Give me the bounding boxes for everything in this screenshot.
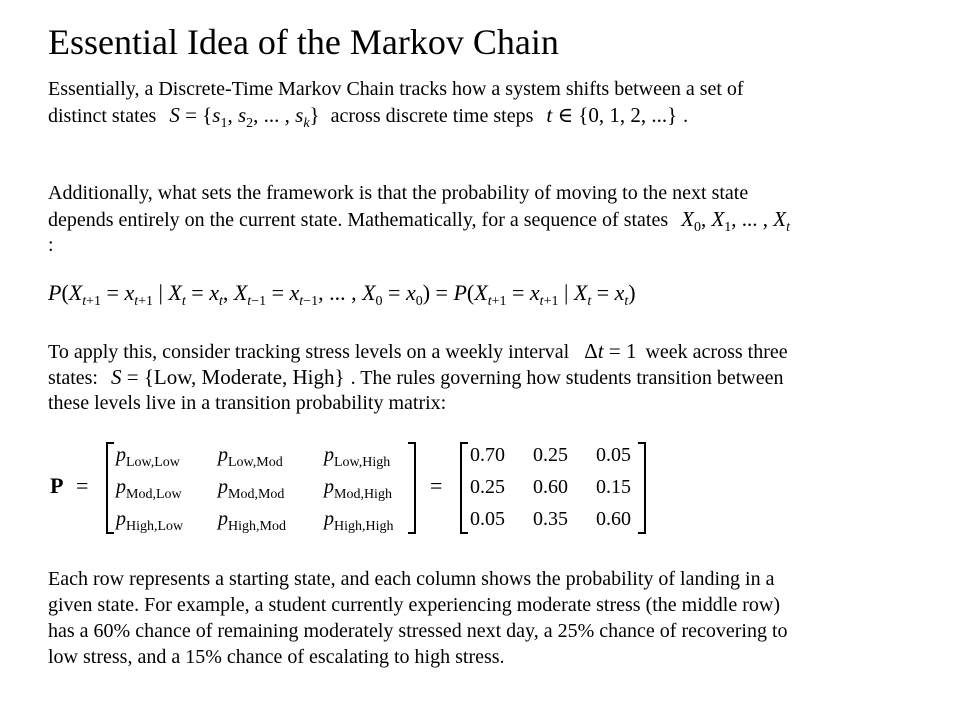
paragraph-line: : xyxy=(48,234,54,256)
text-span: week across three xyxy=(645,341,788,363)
paragraph-line: Each row represents a starting state, and each column shows the probability of landing in a xyxy=(48,568,775,590)
matrix-value-cell: 0.25 xyxy=(470,476,505,498)
text-span: To apply this, consider tracking stress levels on a weekly interval xyxy=(48,341,570,363)
matrix-value-cell: 0.25 xyxy=(533,444,568,466)
matrix-symbol-cell: $p_{Low,Low}$ xyxy=(116,444,180,470)
matrix-symbol-cell: $p_{Mod,Low}$ xyxy=(116,476,182,502)
matrix-value-cell: 0.70 xyxy=(470,444,505,466)
right-bracket xyxy=(638,442,646,534)
matrix-value-cell: 0.15 xyxy=(596,476,631,498)
paragraph-line: Additionally, what sets the framework is that the probability of moving to the next state xyxy=(48,182,749,204)
matrix-value-cell: 0.05 xyxy=(470,508,505,530)
sequence-formula: $X_0$, $X_1$, ... , $X_t$ xyxy=(681,207,791,235)
matrix-symbol-cell: $p_{High,Mod}$ xyxy=(218,508,286,534)
matrix-value-cell: 0.35 xyxy=(533,508,568,530)
matrix-symbol-cell: $p_{Mod,High}$ xyxy=(324,476,392,502)
paragraph-intro xyxy=(48,76,744,131)
paragraph-line: given state. For example, a student currently experiencing moderate stress (the middle row) xyxy=(48,594,780,616)
matrix-value-cell: 0.60 xyxy=(596,508,631,530)
matrix-value-cell: 0.60 xyxy=(533,476,568,498)
paragraph-markov-property xyxy=(48,180,790,258)
left-bracket xyxy=(460,442,468,534)
interval-formula: Δt = 1 xyxy=(584,339,637,363)
paragraph-line: low stress, and a 15% chance of escalating to high stress. xyxy=(48,646,505,668)
text-span: depends entirely on the current state. Mathematically, for a sequence of states xyxy=(48,209,669,231)
equals-sign: = xyxy=(76,473,89,498)
paragraph-line xyxy=(48,102,744,131)
matrix-symbol-cell: $p_{High,High}$ xyxy=(324,508,394,534)
text-span: across discrete time steps xyxy=(330,105,534,127)
matrix-symbol: P xyxy=(50,473,64,498)
text-span: . The rules governing how students transition between xyxy=(350,367,784,389)
matrix-symbol-cell: $p_{Mod,Mod}$ xyxy=(218,476,285,502)
page-title: Essential Idea of the Markov Chain xyxy=(48,22,559,62)
transition-matrix-equation xyxy=(48,440,668,535)
matrix-symbol-cell: $p_{High,Low}$ xyxy=(116,508,184,534)
paragraph-line xyxy=(48,206,791,235)
text-span: states: xyxy=(48,367,98,389)
paragraph-line: has a 60% chance of remaining moderately stressed next day, a 25% chance of recovering to xyxy=(48,620,788,642)
stress-state-set-formula: S = {Low, Moderate, High} xyxy=(111,365,345,389)
paragraph-line xyxy=(48,338,788,364)
right-bracket xyxy=(408,442,416,534)
state-set-formula: $S = \{s_1$, $s_2$, ... , $s_k$} xyxy=(169,103,320,131)
paragraph-line: these levels live in a transition probability matrix: xyxy=(48,392,447,414)
paragraph-application xyxy=(48,338,788,416)
time-set-formula: t ∈ {0, 1, 2, ...} xyxy=(546,103,678,127)
left-bracket xyxy=(106,442,114,534)
paragraph-line: Essentially, a Discrete-Time Markov Chain tracks how a system shifts between a set of xyxy=(48,78,744,100)
text-span: . xyxy=(683,105,689,127)
matrix-symbol-cell: $p_{Low,Mod}$ xyxy=(218,444,283,470)
text-span: distinct states xyxy=(48,105,157,127)
equals-sign: = xyxy=(430,473,443,498)
paragraph-interpretation xyxy=(48,566,788,670)
matrix-symbol-cell: $p_{Low,High}$ xyxy=(324,444,391,470)
paragraph-line xyxy=(48,364,788,390)
matrix-value-cell: 0.05 xyxy=(596,444,631,466)
markov-property-equation: $P(X_{t+1} = x_{t+1}$ | $X_t = x_t$, $X_{t-1} = x_{t-1}$, ... , $X_0 = x_0) = P(X_{t+1} = x_{t+1}$ | $X_t = x_t$) xyxy=(48,280,636,309)
